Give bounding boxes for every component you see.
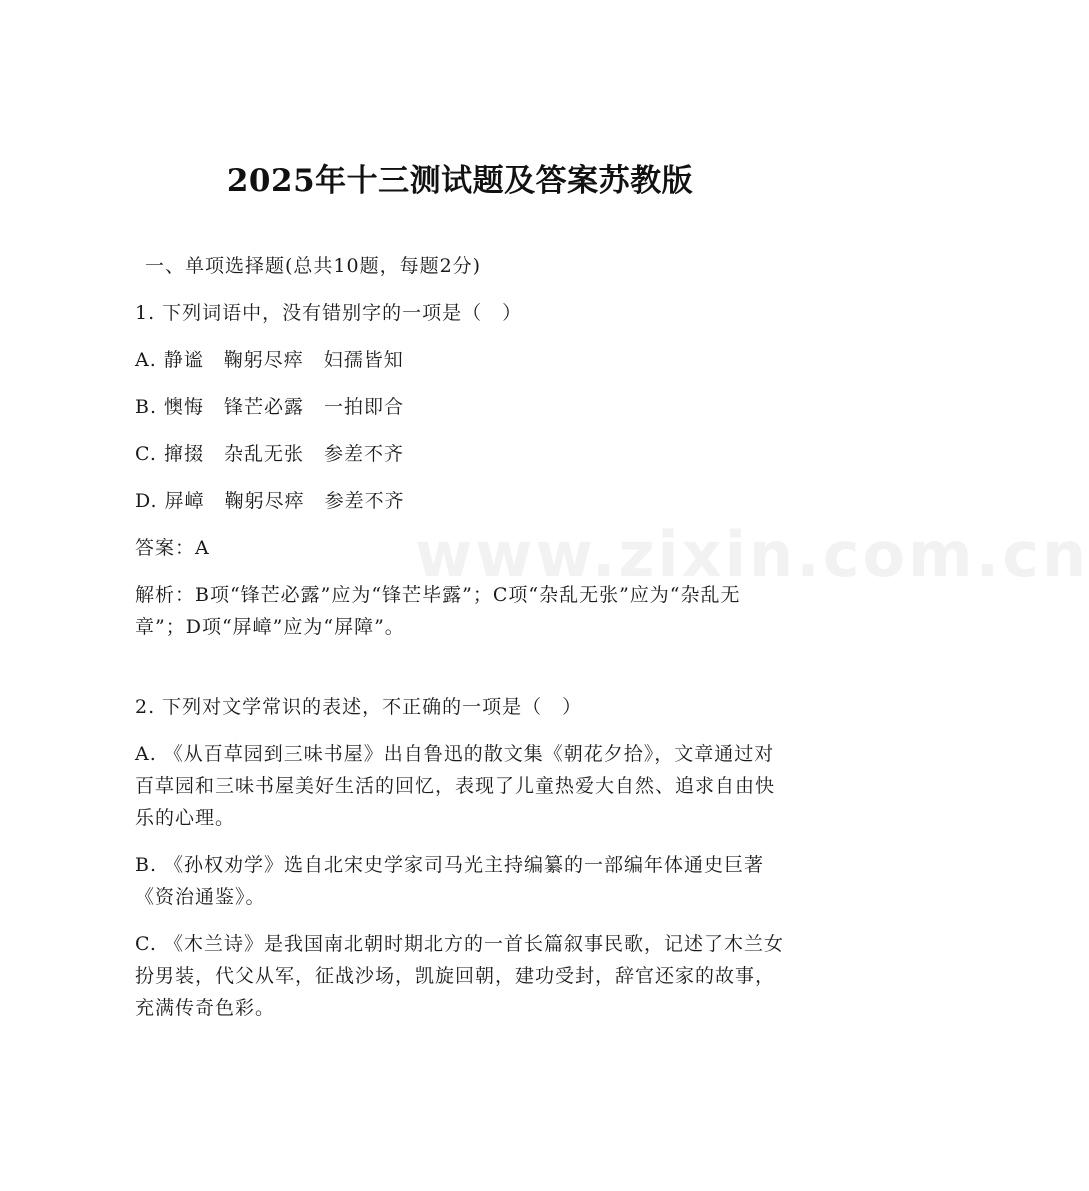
option-b: B. 懊悔 锋芒必露 一拍即合 xyxy=(135,396,405,418)
document-title: 2025年十三测试题及答案苏教版 xyxy=(226,163,694,199)
option-a: A. 《从百草园到三味书屋》出自鲁迅的散文集《朝花夕拾》，文章通过对百草园和三味书屋美好生活的回忆，表现了儿童热爱大自然、追求自由快乐的心理。 xyxy=(135,743,776,829)
watermark: www.zixin.com.cn xyxy=(415,518,1089,591)
analysis: 解析：B项“锋芒必露”应为“锋芒毕露”；C项“杂乱无张”应为“杂乱无章”；D项“屏嶂”应为“屏障”。 xyxy=(135,584,741,638)
question-stem: 1. 下列词语中，没有错别字的一项是（ ） xyxy=(135,302,523,324)
question-stem: 2. 下列对文学常识的表述，不正确的一项是（ ） xyxy=(135,696,583,718)
answer: 答案：A xyxy=(135,537,210,559)
option-c: C. 撺掇 杂乱无张 参差不齐 xyxy=(135,443,404,465)
option-b: B. 《孙权劝学》选自北宋史学家司马光主持编纂的一部编年体通史巨著《资治通鉴》。 xyxy=(135,854,765,908)
option-c: C. 《木兰诗》是我国南北朝时期北方的一首长篇叙事民歌，记述了木兰女扮男装，代父从军，征战沙场，凯旋回朝，建功受封，辞官还家的故事，充满传奇色彩。 xyxy=(135,933,784,1019)
question-1 xyxy=(135,297,785,643)
section-heading: 一、单项选择题(总共10题，每题2分) xyxy=(145,255,482,277)
document-body xyxy=(135,250,785,1039)
option-a: A. 静谧 鞠躬尽瘁 妇孺皆知 xyxy=(135,349,404,371)
option-d: D. 屏嶂 鞠躬尽瘁 参差不齐 xyxy=(135,490,405,512)
question-2 xyxy=(135,691,785,1024)
